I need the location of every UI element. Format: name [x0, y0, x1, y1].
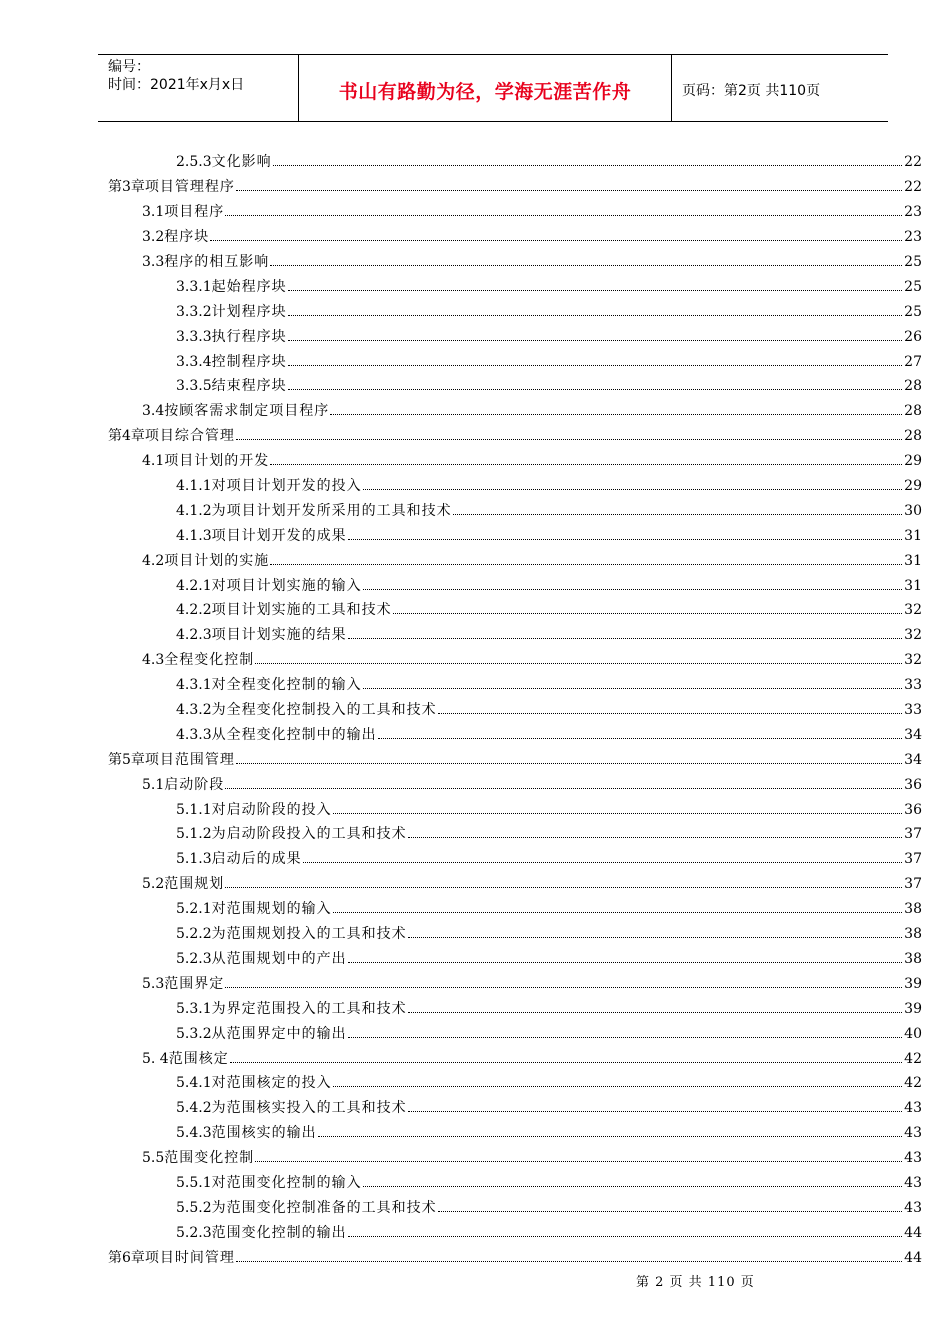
toc-dot-leader	[333, 911, 903, 913]
toc-entry[interactable]	[0, 498, 950, 523]
toc-dot-leader	[348, 1235, 903, 1237]
toc-entry-line	[142, 253, 922, 271]
toc-dot-leader	[225, 787, 902, 789]
toc-dot-leader	[363, 488, 903, 490]
toc-entry[interactable]	[0, 399, 950, 424]
toc-dot-leader	[408, 936, 903, 938]
toc-entry-page: 31	[904, 527, 922, 544]
toc-entry-line	[176, 1025, 922, 1043]
toc-entry-line	[176, 303, 922, 321]
toc-entry-page: 42	[904, 1075, 922, 1092]
toc-entry-title: 为范围变化控制准备的工具和技术	[211, 1199, 437, 1216]
toc-entry-title: 项目计划的实施	[164, 552, 270, 569]
toc-entry[interactable]	[0, 1220, 950, 1245]
toc-entry-line	[142, 1149, 922, 1167]
toc-entry-line	[176, 1099, 922, 1117]
toc-entry-page: 22	[904, 154, 922, 171]
document-number-label: 编号：	[108, 59, 150, 75]
toc-dot-leader	[236, 189, 902, 191]
toc-entry-page: 23	[904, 229, 922, 246]
toc-entry-title: 为项目计划开发所采用的工具和技术	[211, 502, 452, 519]
toc-entry-page: 25	[904, 254, 922, 270]
toc-entry-line	[176, 502, 922, 520]
toc-entry-line	[142, 228, 922, 246]
toc-entry[interactable]	[0, 1171, 950, 1196]
toc-entry[interactable]	[0, 1071, 950, 1096]
toc-entry-page: 25	[904, 303, 922, 320]
toc-entry-number: 5.5.1	[176, 1174, 212, 1191]
document-time-label: 时间：2021年x月x日	[108, 77, 245, 93]
toc-entry-page: 30	[904, 502, 922, 519]
toc-entry-title: 项目程序	[164, 204, 225, 221]
toc-entry-page: 38	[904, 950, 922, 967]
toc-entry-page: 32	[904, 652, 922, 669]
toc-entry[interactable]	[0, 598, 950, 623]
toc-entry-line	[142, 776, 922, 794]
toc-entry-line	[176, 1174, 922, 1192]
toc-dot-leader	[270, 563, 902, 565]
toc-entry-title: 控制程序块	[211, 353, 287, 370]
toc-entry-title: 对范围变化控制的输入	[211, 1174, 362, 1191]
toc-entry-title: 文化影响	[211, 154, 272, 171]
toc-dot-leader	[303, 861, 903, 863]
header-page-cell	[672, 55, 888, 121]
toc-entry-title: 启动阶段	[164, 776, 225, 793]
toc-entry-title: 范围核定	[168, 1050, 229, 1067]
toc-entry-page: 28	[904, 403, 922, 420]
toc-entry-number: 4.3.2	[176, 702, 212, 719]
toc-dot-leader	[363, 687, 903, 689]
toc-entry-page: 32	[904, 602, 922, 619]
toc-entry-line	[108, 751, 922, 769]
toc-entry-line	[108, 427, 922, 445]
toc-entry-title: 从全程变化控制中的输出	[211, 726, 377, 743]
toc-entry-title: 项目计划实施的工具和技术	[211, 602, 392, 619]
toc-entry[interactable]	[0, 299, 950, 324]
toc-dot-leader	[225, 886, 902, 888]
toc-entry-page: 26	[904, 328, 922, 345]
toc-entry-line	[176, 701, 922, 719]
toc-dot-leader	[236, 762, 902, 764]
toc-entry-page: 28	[904, 378, 922, 395]
toc-dot-leader	[288, 388, 903, 390]
toc-entry[interactable]	[0, 872, 950, 897]
toc-entry-title: 全程变化控制	[164, 652, 255, 669]
header-motto: 书山有路勤为径，学海无涯苦作舟	[338, 81, 632, 103]
toc-entry-number: 5. 4	[142, 1050, 169, 1067]
toc-entry-line	[176, 850, 922, 868]
toc-entry-number: 第3章	[108, 179, 145, 196]
toc-entry-title: 项目范围管理	[144, 751, 235, 768]
toc-entry-number: 3.3.3	[176, 328, 212, 345]
toc-entry-line	[176, 577, 922, 595]
toc-dot-leader	[230, 1061, 902, 1063]
toc-entry-title: 范围核实的输出	[211, 1125, 317, 1142]
toc-entry[interactable]	[0, 274, 950, 299]
toc-dot-leader	[348, 1036, 903, 1038]
toc-entry-title: 对范围规划的输入	[211, 901, 332, 918]
toc-entry-line	[176, 801, 922, 819]
toc-dot-leader	[408, 836, 903, 838]
toc-entry-line	[176, 278, 922, 296]
toc-entry-page: 34	[904, 726, 922, 743]
toc-entry-title: 为启动阶段投入的工具和技术	[211, 826, 407, 843]
toc-entry-title: 项目计划开发的成果	[211, 527, 347, 544]
toc-entry-line	[176, 601, 922, 619]
toc-entry-title: 计划程序块	[211, 303, 287, 320]
toc-entry-title: 对项目计划实施的输入	[211, 577, 362, 594]
toc-entry[interactable]	[0, 1245, 950, 1270]
toc-entry-page: 42	[904, 1050, 922, 1067]
header-meta-cell	[98, 55, 299, 121]
toc-entry-number: 5.4.1	[176, 1075, 212, 1092]
toc-entry-title: 对范围核定的投入	[211, 1075, 332, 1092]
toc-entry-page: 43	[904, 1100, 922, 1117]
toc-entry-line	[176, 1074, 922, 1092]
toc-dot-leader	[288, 364, 903, 366]
toc-entry-number: 5.1	[142, 776, 165, 793]
toc-entry-page: 27	[904, 353, 922, 370]
toc-entry-number: 5.1.2	[176, 826, 212, 843]
toc-dot-leader	[318, 1135, 903, 1137]
toc-entry-title: 项目管理程序	[144, 179, 235, 196]
toc-entry-number: 5.1.3	[176, 851, 212, 868]
toc-entry-page: 22	[904, 179, 922, 196]
toc-entry-number: 4.2	[142, 552, 165, 569]
toc-dot-leader	[270, 463, 902, 465]
toc-entry-title: 项目计划的开发	[164, 453, 270, 470]
toc-entry-number: 5.2.1	[176, 901, 212, 918]
toc-entry-number: 4.1.3	[176, 527, 212, 544]
toc-entry-page: 44	[904, 1249, 922, 1266]
toc-entry[interactable]	[0, 648, 950, 673]
toc-entry-number: 第4章	[108, 428, 145, 445]
toc-entry-number: 4.3.3	[176, 726, 212, 743]
toc-entry[interactable]	[0, 1195, 950, 1220]
toc-entry-page: 29	[904, 478, 922, 495]
toc-entry-line	[176, 925, 922, 943]
toc-dot-leader	[453, 513, 903, 515]
toc-dot-leader	[438, 1210, 903, 1212]
toc-entry-title: 程序块	[164, 229, 210, 246]
toc-entry-number: 3.3	[142, 254, 165, 270]
toc-dot-leader	[288, 289, 903, 291]
toc-entry-line	[176, 626, 922, 644]
toc-entry-page: 44	[904, 1224, 922, 1241]
toc-dot-leader	[333, 1085, 903, 1087]
toc-entry-number: 第5章	[108, 751, 145, 768]
toc-entry[interactable]	[0, 996, 950, 1021]
toc-entry[interactable]	[0, 847, 950, 872]
toc-entry-line	[176, 950, 922, 968]
toc-entry-page: 43	[904, 1174, 922, 1191]
toc-entry-number: 4.2.3	[176, 627, 212, 644]
toc-entry[interactable]	[0, 897, 950, 922]
toc-entry[interactable]	[0, 947, 950, 972]
toc-entry-line	[108, 1249, 922, 1267]
toc-entry-line	[176, 1124, 922, 1142]
toc-entry[interactable]	[0, 225, 950, 250]
toc-entry[interactable]	[0, 548, 950, 573]
toc-entry-page: 23	[904, 204, 922, 221]
toc-entry-title: 从范围界定中的输出	[211, 1025, 347, 1042]
toc-dot-leader	[408, 1110, 903, 1112]
toc-entry-number: 5.5.2	[176, 1199, 212, 1216]
toc-entry[interactable]	[0, 922, 950, 947]
toc-entry[interactable]	[0, 1121, 950, 1146]
toc-entry-page: 39	[904, 975, 922, 992]
toc-entry-page: 43	[904, 1150, 922, 1167]
toc-dot-leader	[255, 1160, 902, 1162]
toc-dot-leader	[363, 1185, 903, 1187]
toc-entry-page: 28	[904, 428, 922, 445]
toc-entry-line	[176, 353, 922, 371]
toc-entry-title: 起始程序块	[211, 278, 287, 295]
toc-entry-title: 为界定范围投入的工具和技术	[211, 1000, 407, 1017]
toc-entry[interactable]	[0, 424, 950, 449]
toc-entry[interactable]	[0, 523, 950, 548]
toc-entry-title: 范围变化控制	[164, 1150, 255, 1167]
toc-entry-line	[176, 1199, 922, 1217]
toc-dot-leader	[363, 588, 903, 590]
toc-entry-number: 5.3.1	[176, 1000, 212, 1017]
toc-entry[interactable]	[0, 797, 950, 822]
toc-entry-line	[176, 328, 922, 346]
toc-entry-line	[142, 203, 922, 221]
toc-entry-title: 启动后的成果	[211, 851, 302, 868]
toc-entry-page: 33	[904, 677, 922, 694]
header-motto-cell	[299, 55, 672, 121]
toc-entry-number: 4.1	[142, 453, 165, 470]
toc-entry-line	[176, 477, 922, 495]
toc-entry[interactable]	[0, 822, 950, 847]
toc-dot-leader	[236, 1260, 902, 1262]
toc-entry[interactable]	[0, 449, 950, 474]
toc-entry-number: 4.3	[142, 652, 165, 669]
toc-entry[interactable]	[0, 673, 950, 698]
toc-entry[interactable]	[0, 971, 950, 996]
toc-entry-number: 第6章	[108, 1249, 145, 1266]
toc-entry-title: 项目计划实施的结果	[211, 627, 347, 644]
toc-entry-number: 3.3.4	[176, 353, 212, 370]
toc-entry-line	[176, 676, 922, 694]
toc-entry[interactable]	[0, 573, 950, 598]
toc-entry-line	[176, 825, 922, 843]
toc-entry[interactable]	[0, 1096, 950, 1121]
toc-entry-number: 5.5	[142, 1150, 165, 1167]
toc-entry-title: 执行程序块	[211, 328, 287, 345]
toc-entry-page: 29	[904, 453, 922, 470]
toc-entry-page: 39	[904, 1000, 922, 1017]
toc-entry-title: 结束程序块	[211, 378, 287, 395]
toc-dot-leader	[225, 214, 902, 216]
toc-dot-leader	[393, 612, 903, 614]
toc-entry-number: 4.2.1	[176, 577, 212, 594]
toc-entry-line	[142, 452, 922, 470]
toc-entry-line	[142, 651, 922, 669]
table-of-contents	[0, 150, 950, 1270]
toc-entry-page: 40	[904, 1025, 922, 1042]
toc-entry-number: 5.4.3	[176, 1125, 212, 1142]
toc-entry-line	[176, 726, 922, 744]
toc-entry-line	[142, 552, 922, 570]
toc-entry-number: 5.2	[142, 876, 165, 893]
toc-entry-number: 5.4.2	[176, 1100, 212, 1117]
toc-entry-page: 33	[904, 702, 922, 719]
toc-dot-leader	[288, 314, 903, 316]
toc-dot-leader	[348, 637, 903, 639]
toc-entry-page: 36	[904, 776, 922, 793]
toc-entry[interactable]	[0, 772, 950, 797]
toc-entry-line	[176, 527, 922, 545]
toc-entry-number: 5.3.2	[176, 1025, 212, 1042]
toc-entry-number: 5.1.1	[176, 801, 212, 818]
page-footer: 第 2 页 共 110 页	[636, 1275, 755, 1290]
toc-entry-number: 4.1.1	[176, 478, 212, 495]
toc-entry-title: 程序的相互影响	[164, 254, 270, 270]
toc-entry[interactable]	[0, 349, 950, 374]
toc-dot-leader	[236, 438, 902, 440]
toc-entry-line	[176, 1224, 922, 1242]
toc-entry-line	[142, 875, 922, 893]
toc-dot-leader	[273, 164, 903, 166]
toc-entry-title: 对全程变化控制的输入	[211, 677, 362, 694]
toc-entry-line	[142, 402, 922, 420]
toc-entry[interactable]	[0, 175, 950, 200]
toc-entry-title: 对项目计划开发的投入	[211, 478, 362, 495]
toc-dot-leader	[225, 986, 902, 988]
toc-entry-title: 为范围核实投入的工具和技术	[211, 1100, 407, 1117]
toc-entry[interactable]	[0, 474, 950, 499]
toc-entry-title: 范围变化控制的输出	[211, 1224, 347, 1241]
toc-entry[interactable]	[0, 698, 950, 723]
toc-entry-number: 4.3.1	[176, 677, 212, 694]
toc-entry-page: 38	[904, 901, 922, 918]
toc-dot-leader	[255, 662, 902, 664]
toc-entry-line	[142, 975, 922, 993]
toc-entry-page: 31	[904, 552, 922, 569]
toc-entry[interactable]	[0, 1046, 950, 1071]
toc-entry[interactable]	[0, 374, 950, 399]
toc-dot-leader	[348, 538, 903, 540]
toc-entry-title: 按顾客需求制定项目程序	[164, 403, 330, 420]
toc-entry-line	[176, 1000, 922, 1018]
toc-entry-number: 5.2.3	[176, 1224, 212, 1241]
toc-entry-number: 5.3	[142, 975, 165, 992]
toc-entry-number: 3.4	[142, 403, 165, 420]
toc-entry-page: 36	[904, 801, 922, 818]
toc-entry-title: 为全程变化控制投入的工具和技术	[211, 702, 437, 719]
toc-entry[interactable]	[0, 250, 950, 275]
toc-entry-page: 34	[904, 751, 922, 768]
toc-entry-number: 4.1.2	[176, 502, 212, 519]
toc-entry-number: 3.2	[142, 229, 165, 246]
toc-entry[interactable]	[0, 1021, 950, 1046]
toc-entry-title: 项目综合管理	[144, 428, 235, 445]
toc-dot-leader	[288, 339, 903, 341]
toc-entry-title: 为范围规划投入的工具和技术	[211, 926, 407, 943]
toc-entry-number: 5.2.2	[176, 926, 212, 943]
toc-entry-line	[176, 153, 922, 171]
toc-entry[interactable]	[0, 1146, 950, 1171]
toc-entry-page: 38	[904, 926, 922, 943]
toc-entry[interactable]	[0, 722, 950, 747]
toc-entry-title: 范围界定	[164, 975, 225, 992]
toc-entry-page: 37	[904, 876, 922, 893]
toc-entry-number: 5.2.3	[176, 950, 212, 967]
document-header	[98, 54, 888, 122]
toc-entry-line	[176, 900, 922, 918]
toc-entry[interactable]	[0, 324, 950, 349]
toc-dot-leader	[438, 712, 903, 714]
toc-entry-title: 项目时间管理	[144, 1249, 235, 1266]
toc-entry-line	[142, 1050, 922, 1068]
toc-entry-page: 37	[904, 851, 922, 868]
toc-entry-page: 37	[904, 826, 922, 843]
toc-entry-number: 3.3.1	[176, 278, 212, 295]
toc-entry-line	[176, 377, 922, 395]
toc-entry-number: 3.3.5	[176, 378, 212, 395]
toc-entry-page: 25	[904, 278, 922, 295]
toc-dot-leader	[270, 264, 902, 266]
toc-entry-line	[108, 178, 922, 196]
toc-entry-page: 31	[904, 577, 922, 594]
toc-entry-title: 从范围规划中的产出	[211, 950, 347, 967]
toc-dot-leader	[408, 1011, 903, 1013]
toc-entry-number: 3.1	[142, 204, 165, 221]
toc-entry-page: 32	[904, 627, 922, 644]
toc-entry-page: 43	[904, 1199, 922, 1216]
toc-entry-title: 对启动阶段的投入	[211, 801, 332, 818]
toc-dot-leader	[378, 737, 903, 739]
toc-entry[interactable]	[0, 200, 950, 225]
toc-entry[interactable]	[0, 623, 950, 648]
toc-entry-number: 4.2.2	[176, 602, 212, 619]
toc-entry-title: 范围规划	[164, 876, 225, 893]
toc-entry[interactable]	[0, 747, 950, 772]
toc-dot-leader	[330, 413, 902, 415]
toc-dot-leader	[348, 961, 903, 963]
toc-entry[interactable]	[0, 150, 950, 175]
toc-entry-number: 2.5.3	[176, 154, 212, 171]
header-page-info: 页码：第2页 共110页	[682, 83, 821, 99]
toc-dot-leader	[333, 812, 903, 814]
toc-dot-leader	[210, 239, 902, 241]
toc-entry-number: 3.3.2	[176, 303, 212, 320]
toc-entry-page: 43	[904, 1125, 922, 1142]
